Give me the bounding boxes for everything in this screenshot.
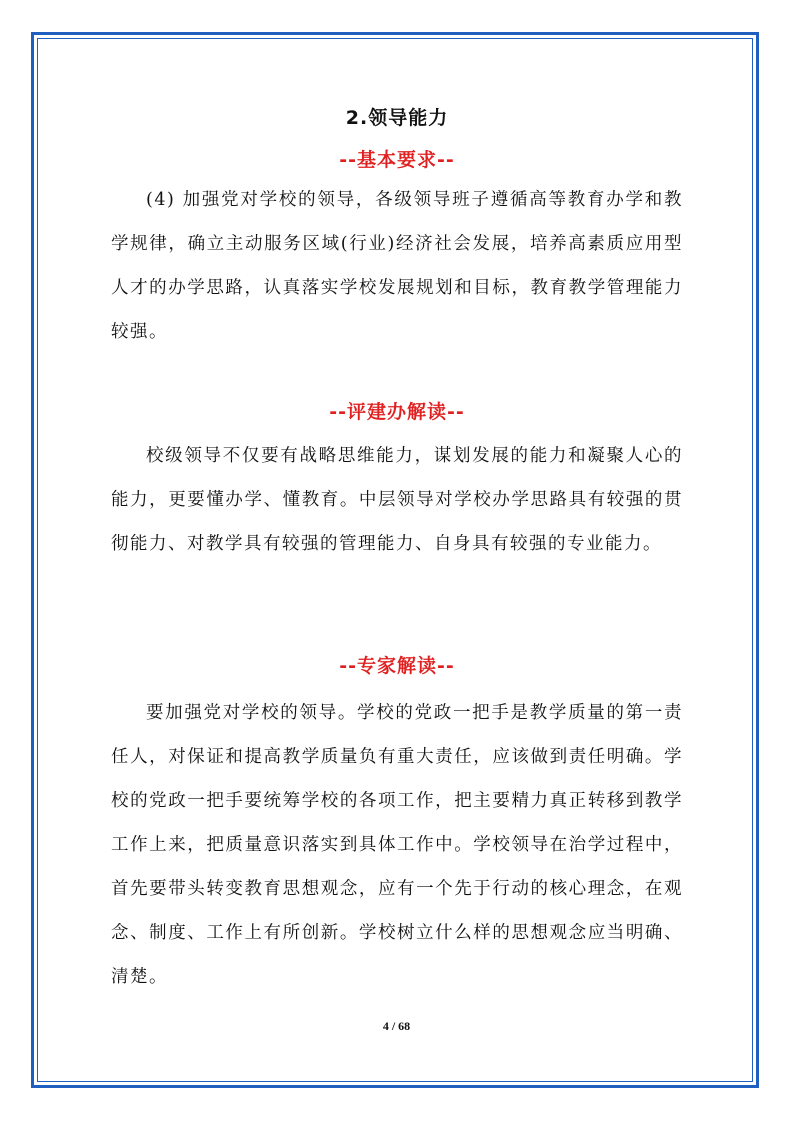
section-heading-basic-requirements: --基本要求--	[339, 149, 455, 171]
section-body-evaluation-office: 校级领导不仅要有战略思维能力，谋划发展的能力和凝聚人心的能力，更要懂办学、懂教育。中层领导对学校办学思路具有较强的贯彻能力、对教学具有较强的管理能力、自身具有较强的专业能力。	[111, 446, 683, 554]
page-number: 4 / 68	[382, 1019, 411, 1033]
section-heading-expert: --专家解读--	[339, 655, 455, 677]
section-body-expert: 要加强党对学校的领导。学校的党政一把手是教学质量的第一责任人，对保证和提高教学质量负有重大责任，应该做到责任明确。学校的党政一把手要统筹学校的各项工作，把主要精力真正转移到教学工作上来，把质量意识落实到具体工作中。学校领导在治学过程中，首先要带头转变教育思想观念，应有一个先于行动的核心理念，在观念、制度、工作上有所创新。学校树立什么样的思想观念应当明确、清楚。	[111, 703, 683, 987]
section-heading-evaluation-office: --评建办解读--	[329, 401, 465, 423]
page-title: 2.领导能力	[345, 107, 449, 129]
section-body-basic-requirements: (4) 加强党对学校的领导，各级领导班子遵循高等教育办学和教学规律，确立主动服务区域(行业)经济社会发展，培养高素质应用型人才的办学思路，认真落实学校发展规划和目标，教育教学管理能力较强。	[111, 190, 683, 342]
